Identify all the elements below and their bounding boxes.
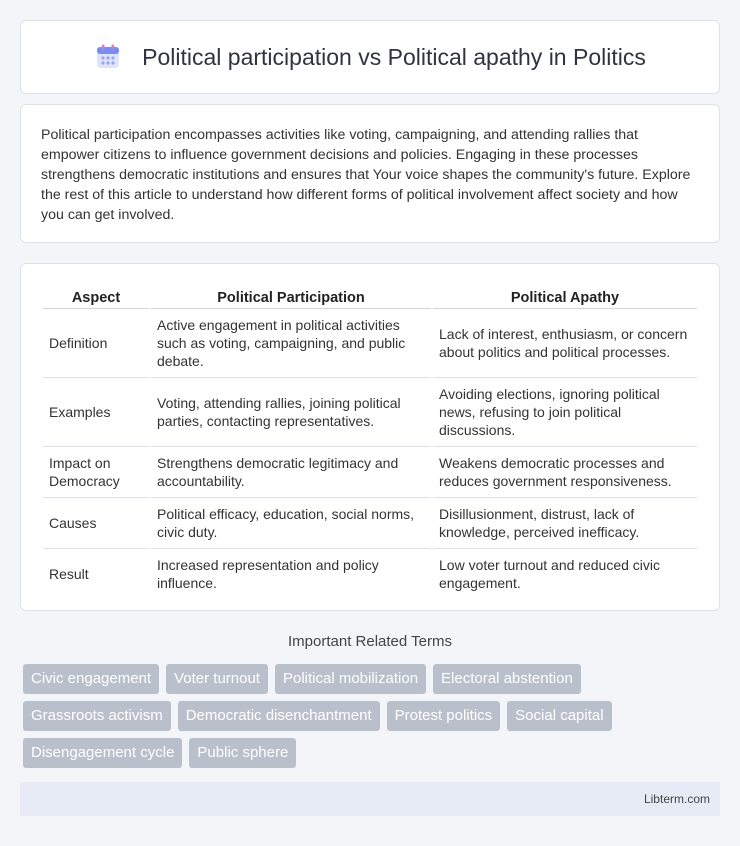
row-participation: Political efficacy, education, social norms, civic duty.	[151, 498, 431, 549]
comparison-table	[41, 284, 699, 599]
row-participation: Strengthens democratic legitimacy and accountability.	[151, 447, 431, 498]
intro-text: Political participation encompasses activities like voting, campaigning, and attending rallies that empower citizens to influence government decisions and policies. Engaging in these processes strengthens democratic institutions and ensures that Your voice shapes the community's future. Explore the rest of this article to understand how different forms of political involvement affect society and how you can get involved.	[41, 127, 691, 223]
related-term-tag[interactable]: Voter turnout	[166, 664, 268, 694]
related-term-tag[interactable]: Civic engagement	[23, 664, 159, 694]
related-terms-title: Important Related Terms	[288, 633, 452, 650]
header-participation: Political Participation	[151, 284, 431, 309]
header-apathy: Political Apathy	[433, 284, 697, 309]
related-term-tag[interactable]: Electoral abstention	[433, 664, 581, 694]
related-terms-list	[23, 664, 723, 768]
related-term-tag[interactable]: Public sphere	[189, 738, 296, 768]
table-header-row	[43, 284, 697, 309]
footer-site-link[interactable]: Libterm.com	[643, 792, 710, 806]
row-aspect: Impact on Democracy	[43, 447, 149, 498]
comparison-table-card	[20, 263, 720, 611]
row-apathy: Lack of interest, enthusiasm, or concern about politics and political processes.	[433, 309, 697, 378]
table-row	[43, 309, 697, 378]
title-card	[20, 20, 720, 94]
intro-card	[20, 104, 720, 243]
table-row	[43, 549, 697, 599]
row-apathy: Disillusionment, distrust, lack of knowledge, perceived inefficacy.	[433, 498, 697, 549]
related-term-tag[interactable]: Democratic disenchantment	[178, 701, 380, 731]
related-term-tag[interactable]: Disengagement cycle	[23, 738, 182, 768]
table-row	[43, 447, 697, 498]
table-row	[43, 378, 697, 447]
row-apathy: Avoiding elections, ignoring political news, refusing to join political discussions.	[433, 378, 697, 447]
related-term-tag[interactable]: Social capital	[507, 701, 611, 731]
related-term-tag[interactable]: Political mobilization	[275, 664, 426, 694]
row-apathy: Low voter turnout and reduced civic engagement.	[439, 557, 661, 591]
row-aspect: Examples	[43, 378, 149, 447]
row-participation: Active engagement in political activities such as voting, campaigning, and public debate.	[151, 309, 431, 378]
row-participation: Voting, attending rallies, joining political parties, contacting representatives.	[151, 378, 431, 447]
row-apathy: Weakens democratic processes and reduces government responsiveness.	[433, 447, 697, 498]
footer	[20, 782, 720, 816]
row-aspect: Definition	[43, 309, 149, 378]
table-row	[43, 498, 697, 549]
related-term-tag[interactable]: Grassroots activism	[23, 701, 171, 731]
header-aspect: Aspect	[43, 284, 149, 309]
calendar-icon	[94, 43, 122, 71]
row-participation: Increased representation and policy influence.	[157, 557, 379, 591]
page-title: Political participation vs Political apathy in Politics	[142, 43, 646, 70]
row-aspect: Result	[49, 566, 89, 582]
related-term-tag[interactable]: Protest politics	[387, 701, 501, 731]
row-aspect: Causes	[43, 498, 149, 549]
